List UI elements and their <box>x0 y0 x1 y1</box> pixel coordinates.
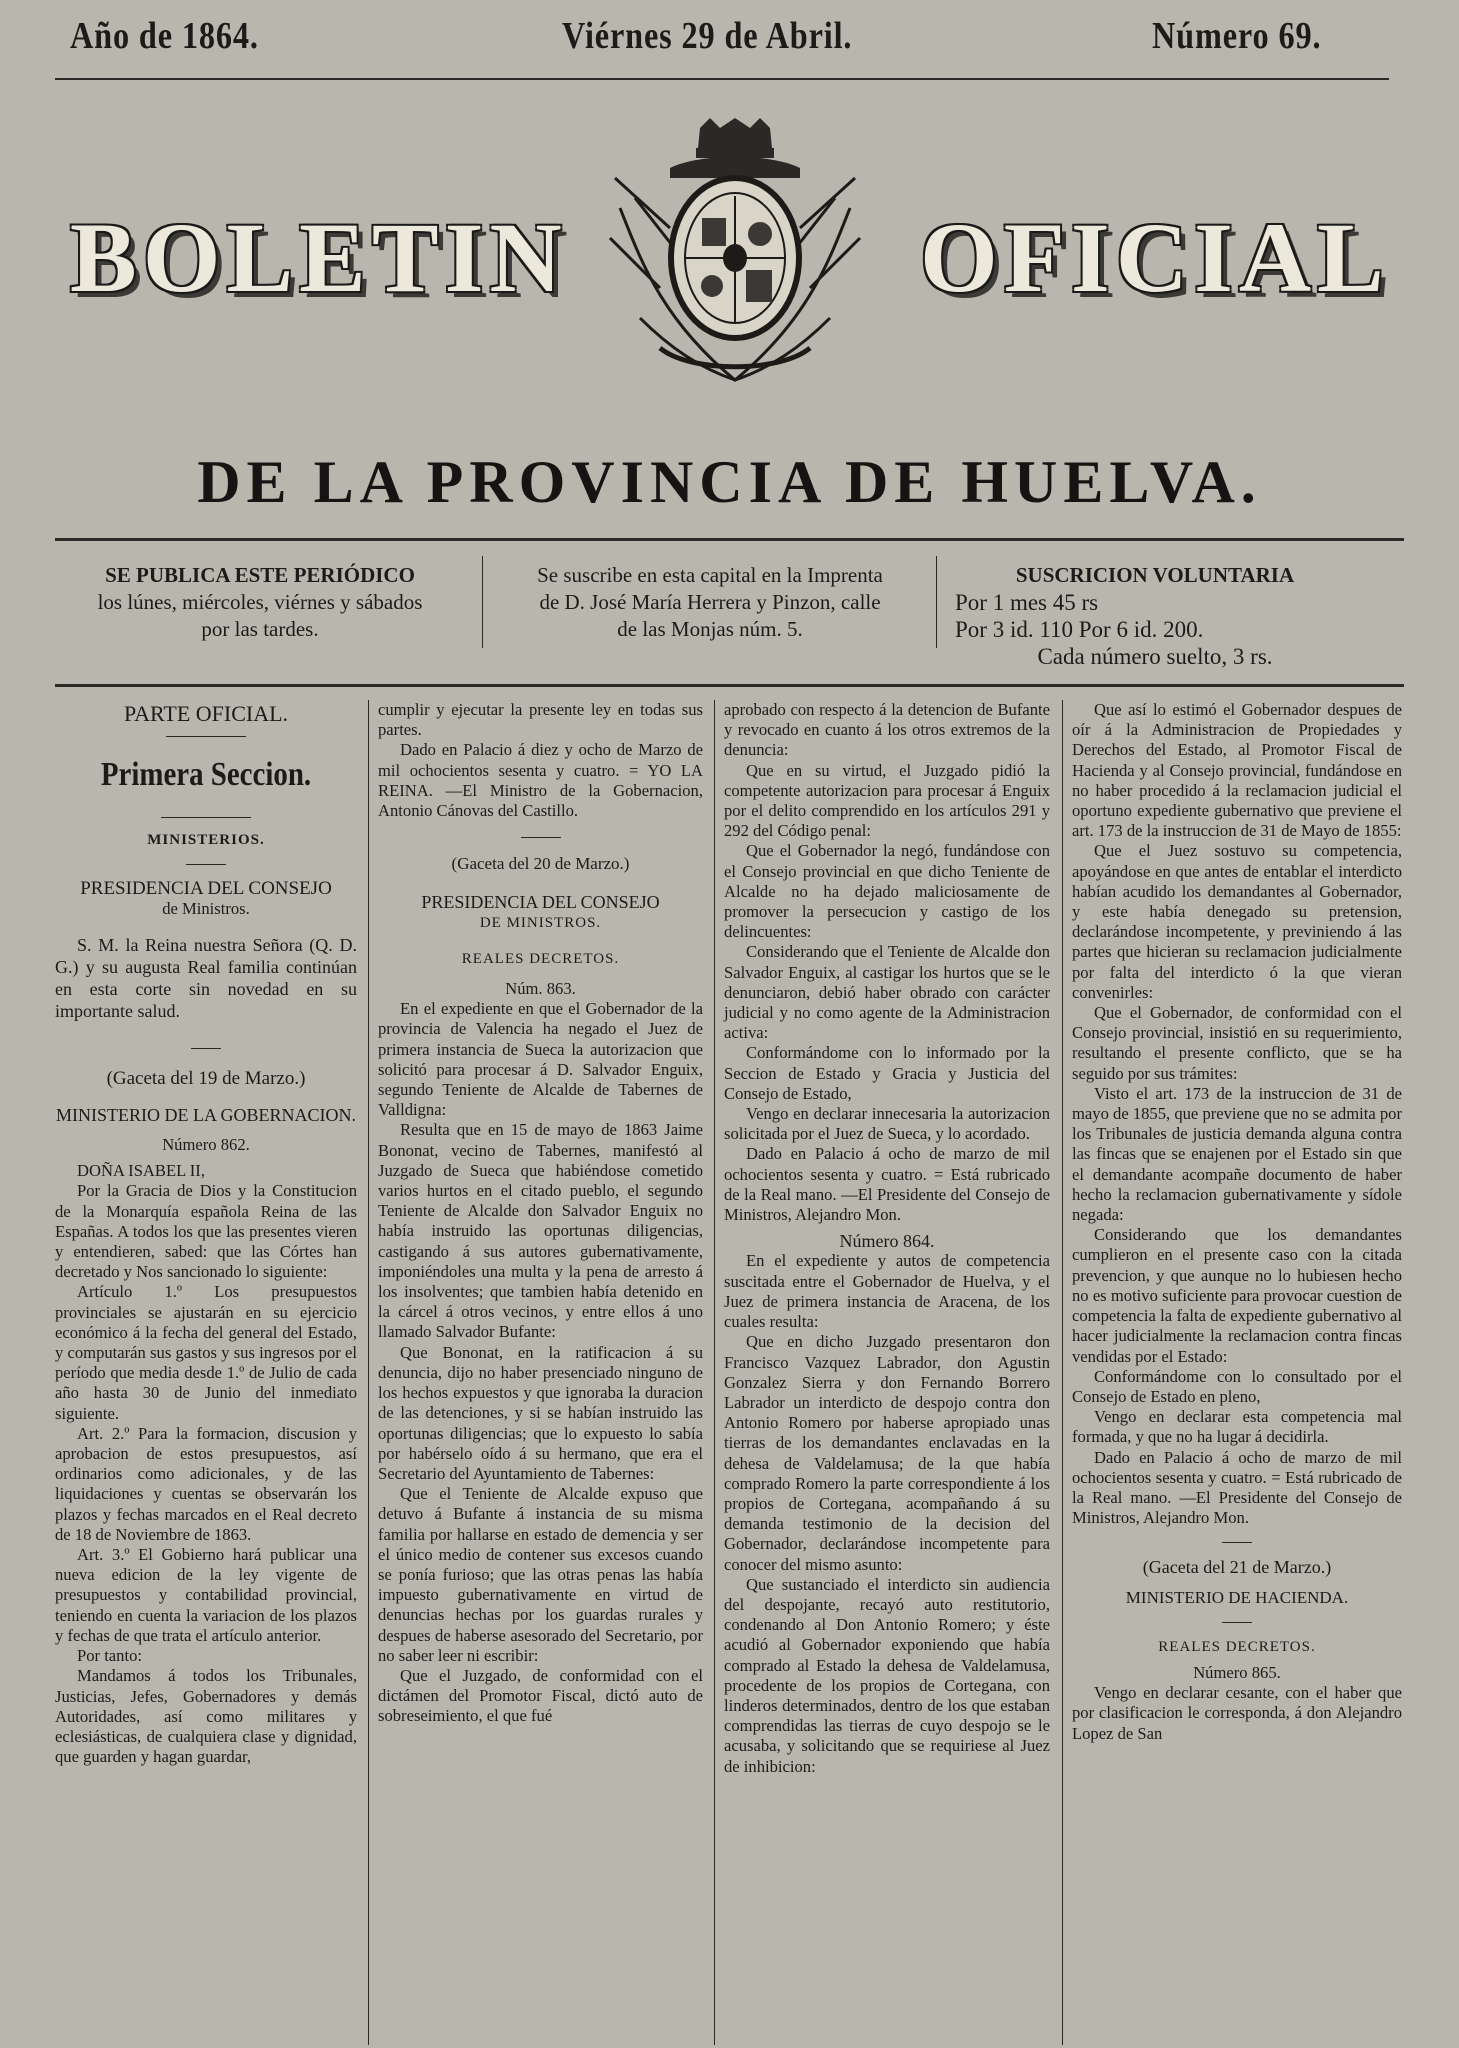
separator <box>186 864 226 865</box>
paragraph: Conformándome con lo informado por la Seccion de Estado y Gracia y Justicia del Consejo de Estado, <box>724 1043 1050 1103</box>
paragraph: Dado en Palacio á ocho de marzo de mil ochocientos sesenta y cuatro. = Está rubricado de la Real mano. —El Presidente del Consejo de Ministros, Alejandro Mon. <box>1072 1447 1402 1528</box>
presidencia-subheading: DE MINISTROS. <box>479 914 602 931</box>
numero-label: Núm. 863. <box>505 979 576 999</box>
ministerio-heading: MINISTERIO DE LA GOBERNACION. <box>56 1104 356 1125</box>
dona-isabel: DOÑA ISABEL II, <box>77 1161 205 1181</box>
subscribe-line2: de D. José María Herrera y Pinzon, calle <box>539 590 881 614</box>
paragraph: Visto el art. 173 de la instruccion de 31 de mayo de 1855, que previene que no se admita por los Tribunales de justicia demanda alguna contra las fincas que se enajenen por el Estado sin que el demandante acompañe documento de haber hecho la reclamacion gubernativamente y sídole negada: <box>1072 1083 1402 1225</box>
column-divider-3 <box>1062 700 1063 2045</box>
date-label: Viérnes 29 de Abril. <box>562 15 853 57</box>
paragraph: Vengo en declarar innecesaria la autorizacion solicitada por el Juez de Sueca, y lo acordado. <box>724 1104 1050 1144</box>
publication-info <box>45 562 475 643</box>
paragraph: Que el Gobernador la negó, fundándose con el Consejo provincial en que dicho Teniente de Alcalde no ha dejado maliciosamente de promover la persecucion y castigo de los delincuentes: <box>724 841 1050 942</box>
gaceta-note: (Gaceta del 21 de Marzo.) <box>1142 1557 1332 1578</box>
subscribe-line1: Se suscribe en esta capital en la Imprenta <box>537 563 883 587</box>
primera-seccion-heading: Primera Seccion. <box>100 756 312 793</box>
paragraph: Art. 3.º El Gobierno hará publicar una nueva edicion de la ley vigente de presupuestos y contabilidad provincial, teniendo en cuenta la variacion de los plazos y fechas de que trata el artículo anterior. <box>55 1545 357 1645</box>
separator <box>1222 1542 1252 1543</box>
paragraph: Que así lo estimó el Gobernador despues de oír á la Administracion de Propiedades y Derechos del Estado, al Promotor Fiscal de Hacienda y al Consejo provincial, fundándose en no haber procedido á la reclamacion judicial el oportuno expediente gubernativo que previene el art. 173 de la instruccion de 31 de Mayo de 1855: <box>1072 700 1402 841</box>
numero-label: Número 864. <box>839 1231 935 1252</box>
paragraph: Considerando que el Teniente de Alcalde don Salvador Enguix, al castigar los hurtos que se le denunciaron, debió haber obrado con carácter judicial y no como agente de la Administracion activa: <box>724 942 1050 1043</box>
info-divider-1 <box>482 556 483 648</box>
voluntary-head: SUSCRICION VOLUNTARIA <box>1015 563 1295 587</box>
paragraph: Dado en Palacio á ocho de marzo de mil ochocientos sesenta y cuatro. = Está rubricado de la Real mano. —El Presidente del Consejo de Ministros, Alejandro Mon. <box>724 1144 1050 1225</box>
paragraph: Vengo en declarar cesante, con el haber que por clasificacion le corresponda, á don Alejandro Lopez de San <box>1072 1683 1402 1743</box>
publication-head: SE PUBLICA ESTE PERIÓDICO <box>105 563 415 587</box>
masthead-subtitle: DE LA PROVINCIA DE HUELVA. <box>197 449 1262 515</box>
title-left: BOLETIN <box>70 202 568 313</box>
paragraph: Que el Juzgado, de conformidad con el dictámen del Promotor Fiscal, dictó auto de sobreseimiento, el que fué <box>378 1665 703 1726</box>
numero-label: Número 862. <box>162 1135 250 1155</box>
presidencia-heading: PRESIDENCIA DEL CONSEJO <box>80 878 332 900</box>
info-top-rule <box>55 538 1404 541</box>
subscription-prices <box>940 562 1370 670</box>
paragraph: Vengo en declarar esta competencia mal formada, y que no ha lugar á decidirla. <box>1072 1407 1402 1447</box>
coat-of-arms <box>600 118 870 398</box>
paragraph: cumplir y ejecutar la presente ley en todas sus partes. <box>378 700 703 740</box>
numero-label: Número 865. <box>1193 1662 1281 1682</box>
column-divider-2 <box>714 700 715 2045</box>
top-rule <box>55 78 1389 80</box>
gaceta-note: (Gaceta del 20 de Marzo.) <box>451 854 630 874</box>
issue-number: Número 69. <box>1152 15 1322 57</box>
ministerio-heading: MINISTERIO DE HACIENDA. <box>1125 1587 1349 1607</box>
paragraph: Que Bononat, en la ratificacion á su denuncia, dijo no haber presenciado ninguno de los hechos expuestos y que ignoraba la duracion de las detenciones, y si se habían instruido las oportunas diligencias; que lo expuesto lo sabía por habérselo oído á su hermano, que era el Secretario del Ayuntamiento de Tabernes: <box>378 1342 703 1483</box>
presidencia-heading: PRESIDENCIA DEL CONSEJO <box>421 892 660 913</box>
masthead-dateline <box>70 14 1399 64</box>
paragraph: Art. 2.º Para la formacion, discusion y aprobacion de estos presupuestos, así ordinarios como adicionales, y de las liquidaciones y cuentas se observarán los plazos y fechas marcados en el Real decreto de 18 de Noviembre de 1863. <box>55 1423 357 1544</box>
separator <box>191 1048 221 1049</box>
paragraph: Que sustanciado el interdicto sin audiencia del despojante, recayó auto restitutorio, condenando al Don Antonio Romero; y éste acudió al Gobernador exponiendo que había comprado al Estado la dehesa de Valdelamusa, procedente de los propios de Cortegana, con linderos determinados, dentro de los que estaban comprendidas las tierras de cuyo despojo se le acusaba, y solicitando que se requiriese al Juez de inhibicion: <box>724 1574 1050 1776</box>
price-line1: Por 1 mes 45 rs <box>955 590 1099 615</box>
paragraph: Que el Teniente de Alcalde expuso que detuvo á Bufante á instancia de su misma familia por hallarse en estado de demencia y ser el único medio de contener sus excesos cuando se ponía furioso; que las otras penas las había impuesto gubernativamente en virtud de denuncias hechas por los guardas rurales y despues de haberse asesorado del Secretario, por no saber leer ni escribir: <box>378 1484 703 1665</box>
column-divider-1 <box>368 700 369 2045</box>
price-line3: Cada número suelto, 3 rs. <box>1037 644 1273 669</box>
paragraph: Mandamos á todos los Tribunales, Justicias, Jefes, Gobernadores y demás Autoridades, así como militares y eclesiásticas, de cualquiera clase y dignidad, que guarden y hagan guardar, <box>55 1666 357 1767</box>
paragraph: Conformándome con lo consultado por el Consejo de Estado en pleno, <box>1072 1366 1402 1406</box>
column-3 <box>724 700 1050 1777</box>
info-divider-2 <box>936 556 937 648</box>
reales-decretos-heading: REALES DECRETOS. <box>461 950 620 967</box>
paragraph: En el expediente en que el Gobernador de la provincia de Valencia ha negado el Juez de primera instancia de Sueca la autorizacion que solicitó para procesar á D. Salvador Enguix, segundo Teniente de Alcalde de Tabernes de Valldigna: <box>378 999 703 1120</box>
publication-days: los lúnes, miércoles, viérnes y sábados <box>97 590 423 614</box>
title-right: OFICIAL <box>920 202 1390 313</box>
paragraph: Que el Gobernador, de conformidad con el Consejo provincial, insistió en su requerimiento, resultando el presente conflicto, que se ha seguido por sus trámites: <box>1072 1003 1402 1083</box>
separator <box>521 837 561 838</box>
info-bottom-rule <box>55 684 1404 687</box>
paragraph: Resulta que en 15 de mayo de 1863 Jaime Bononat, vecino de Tabernes, manifestó al Juzgado de Sueca que habiéndose cometido varios hurtos en el citado pueblo, el segundo Teniente de Alcalde don Salvador Enguix no había instruido las oportunas diligencias, castigando á sus autores gubernativamente, imponiéndoles una multa y la pena de arresto á los insolventes; que tambien había detenido en la cárcel á otros vecinos, y entre ellos á uno llamado Salvador Bufante: <box>378 1120 703 1342</box>
paragraph: Que en su virtud, el Juzgado pidió la competente autorizacion para procesar á Enguix por el delito comprendido en los artículos 291 y 292 del Código penal: <box>724 760 1050 841</box>
reales-decretos-heading: REALES DECRETOS. <box>1158 1638 1316 1655</box>
paragraph: S. M. la Reina nuestra Señora (Q. D. G.) y su augusta Real familia continúan en esta corte sin novedad en su importante salud. <box>55 934 357 1021</box>
column-2 <box>378 700 703 1727</box>
paragraph: Que el Juez sostuvo su competencia, apoyándose en que antes de entablar el interdicto habían acudido los demandantes al Gobernador, y este había denegado su pretension, declarándose incompetente, y previniendo á las partes que hicieran su reclamacion judicialmente por falta del interdicto ó la que vieran convenirles: <box>1072 841 1402 1002</box>
publication-time: por las tardes. <box>201 617 319 641</box>
subscribe-line3: de las Monjas núm. 5. <box>617 617 803 641</box>
separator <box>166 736 246 737</box>
subscription-info <box>490 562 930 643</box>
paragraph: Dado en Palacio á diez y ocho de Marzo de mil ochocientos sesenta y cuatro. = YO LA REINA. —El Ministro de la Gobernacion, Antonio Cánovas del Castillo. <box>378 740 703 821</box>
column-1 <box>55 700 357 1767</box>
price-line2: Por 3 id. 110 Por 6 id. 200. <box>955 617 1204 642</box>
presidencia-subheading: de Ministros. <box>162 899 250 919</box>
paragraph: Artículo 1.º Los presupuestos provinciales se ajustarán en su ejercicio económico á la fecha del general del Estado, y computarán sus gastos y sus ingresos por el período que media desde 1.º de Julio de cada año hasta 30 de Junio del inmediato siguiente. <box>55 1282 357 1423</box>
separator <box>161 817 251 818</box>
paragraph: aprobado con respecto á la detencion de Bufante y revocado en cuanto á los otros extremos de la denuncia: <box>724 700 1050 760</box>
paragraph: En el expediente y autos de competencia suscitada entre el Gobernador de Huelva, y el Juez de primera instancia de Aracena, de los cuales resulta: <box>724 1251 1050 1332</box>
column-4 <box>1072 700 1402 1744</box>
paragraph: Considerando que los demandantes cumplieron en el presente caso con la citada prevencion, y que aunque no lo hubiesen hecho no es motivo suficiente para provocar cuestion de competencia la falta de expediente gubernativo al hacer judicialmente la reclamacion contra fincas vendidas por el Estado: <box>1072 1225 1402 1366</box>
paragraph: Que en dicho Juzgado presentaron don Francisco Vazquez Labrador, don Agustin Gonzalez Sierra y don Fernando Borrero Labrador un interdicto de despojo contra don Antonio Romero por haberse apropiado unas tierras de los demandantes enclavadas en la dehesa de Valdelamusa; de la que había comprado Romero la parte correspondiente á los propios de Cortegana, acompañando á su demanda testimonio de la decision del Gobernador, declarándose incompetente para conocer del mismo asunto: <box>724 1332 1050 1574</box>
year-label: Año de 1864. <box>70 15 259 57</box>
paragraph: Por la Gracia de Dios y la Constitucion de la Monarquía española Reina de las Españas. A todos los que las presentes vieren y entendieren, sabed: que las Córtes han decretado y Nos sancionado lo siguiente: <box>55 1181 357 1282</box>
paragraph: Por tanto: <box>77 1646 142 1666</box>
parte-oficial-heading: PARTE OFICIAL. <box>123 701 289 726</box>
gaceta-note: (Gaceta del 19 de Marzo.) <box>106 1067 306 1089</box>
separator <box>1222 1622 1252 1623</box>
ministerios-heading: MINISTERIOS. <box>147 832 265 848</box>
